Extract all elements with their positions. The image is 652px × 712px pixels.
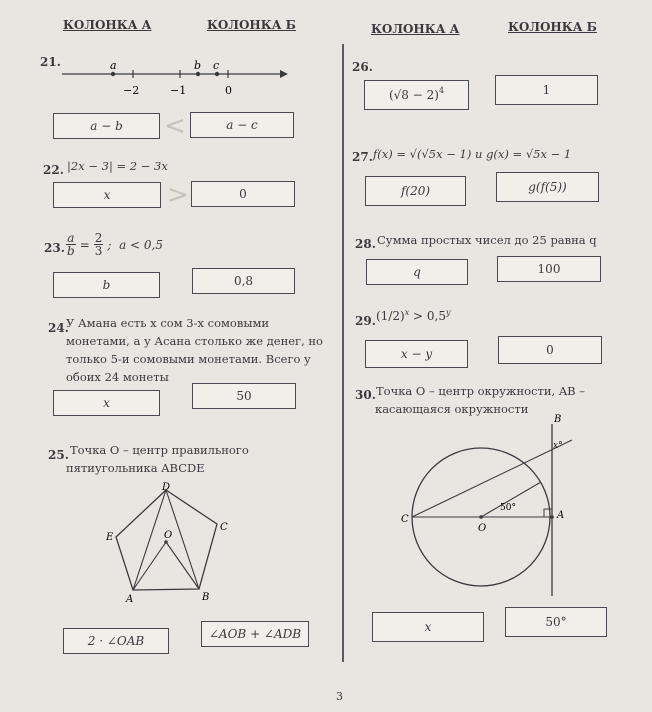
q21-label-minus2: −2	[123, 84, 140, 97]
q26-expression: (√8 − 2)	[388, 88, 439, 102]
q29-number: 29.	[355, 314, 376, 328]
q23-number: 23.	[44, 241, 65, 255]
q30-number: 30.	[355, 388, 376, 402]
q29-statement	[376, 308, 451, 323]
q24-box-a: x	[53, 390, 160, 416]
q28-box-b: 100	[497, 256, 601, 282]
q23-statement	[66, 232, 163, 257]
q27-statement: f(x) = √(√5x − 1) и g(x) = √5x − 1	[373, 147, 572, 161]
q27-box-a: f(20)	[365, 176, 466, 206]
q29-exp-y: y	[445, 308, 451, 317]
q25-label-o: O	[164, 530, 173, 541]
q25-label-a: A	[126, 594, 134, 605]
q23-condition: ; a < 0,5	[107, 237, 163, 252]
q25-label-c: C	[220, 522, 228, 533]
q26-exponent: 4	[438, 85, 445, 95]
q21-label-b: b	[194, 59, 202, 72]
q25-line1: Точка O – центр правильного	[70, 443, 249, 457]
q30-label-angle: 50°	[500, 503, 516, 513]
q21-label-zero: 0	[225, 84, 232, 97]
q21-number-line	[60, 58, 290, 102]
q21-sign: <	[164, 111, 186, 141]
page-number: 3	[336, 690, 343, 703]
q29-rest: > 0,5	[413, 309, 446, 323]
q27-number: 27.	[352, 150, 373, 164]
q25-label-b: B	[202, 592, 210, 603]
q26-box-b: 1	[495, 75, 598, 105]
q30-box-b: 50°	[505, 607, 607, 637]
q30-label-b: B	[554, 414, 562, 425]
q24-box-b: 50	[192, 383, 296, 409]
q23-frac2-num: 2	[94, 231, 103, 245]
q24-line1: У Амана есть x сом 3-х сомовыми	[66, 316, 270, 330]
q25-number: 25.	[48, 448, 69, 462]
q30-label-c: C	[401, 514, 409, 525]
q23-box-b: 0,8	[192, 268, 295, 294]
q29-exp-x: x	[404, 308, 410, 317]
q28-number: 28.	[355, 237, 376, 251]
q23-fraction-ab	[66, 232, 76, 257]
q22-sign: >	[167, 180, 189, 210]
q24-line4: обоих 24 монеты	[66, 370, 169, 384]
q21-label-c: c	[213, 59, 220, 72]
q29-box-b: 0	[498, 336, 602, 364]
q24-line3: только 5-и сомовыми монетами. Всего у	[66, 352, 311, 366]
q23-eq: =	[79, 237, 90, 252]
q30-label-a: A	[557, 510, 565, 521]
column-divider	[342, 44, 344, 662]
q25-box-b: ∠AOB + ∠ADB	[201, 621, 309, 647]
header-col-b-right: КОЛОНКА Б	[508, 20, 597, 34]
q25-pentagon-figure	[100, 478, 240, 608]
q21-box-b: a − c	[190, 112, 294, 138]
q23-fraction-23	[94, 232, 104, 257]
q29-box-a: x − y	[365, 340, 468, 368]
q22-box-b: 0	[191, 181, 295, 207]
q30-label-o: O	[478, 523, 487, 534]
header-col-b-left: КОЛОНКА Б	[207, 18, 296, 32]
q24-number: 24.	[48, 321, 69, 335]
q22-statement: |2x − 3| = 2 − 3x	[67, 159, 168, 173]
q23-frac2-den: 3	[94, 244, 103, 258]
q21-box-a: a − b	[53, 113, 160, 139]
q30-box-a: x	[372, 612, 484, 642]
q30-circle-figure	[396, 410, 581, 610]
q24-line2: монетами, а у Асана столько же денег, но	[66, 334, 323, 348]
q25-box-a: 2 · ∠OAB	[63, 628, 169, 654]
q30-label-x: x°	[553, 441, 563, 451]
q25-label-e: E	[106, 532, 114, 543]
header-col-a-left: КОЛОНКА А	[63, 18, 152, 32]
q29-base: (1/2)	[376, 309, 405, 323]
q21-label-a: a	[110, 59, 117, 72]
q25-label-d: D	[162, 482, 171, 493]
q27-box-b: g(f(5))	[496, 172, 599, 202]
q28-box-a: q	[366, 259, 468, 285]
header-col-a-right: КОЛОНКА А	[371, 22, 460, 36]
q28-statement: Сумма простых чисел до 25 равна q	[377, 233, 597, 247]
q23-frac1-num: a	[67, 231, 75, 245]
q23-frac1-den: b	[67, 244, 75, 258]
q26-number: 26.	[352, 60, 373, 74]
q30-line2: касающаяся окружности	[375, 402, 529, 416]
q22-number: 22.	[43, 163, 64, 177]
q21-label-minus1: −1	[170, 84, 187, 97]
q23-box-a: b	[53, 272, 160, 298]
q30-line1: Точка O – центр окружности, AB –	[376, 384, 585, 398]
q21-number: 21.	[40, 55, 61, 69]
q25-line2: пятиугольника ABCDE	[66, 461, 205, 475]
q22-box-a: x	[53, 182, 161, 208]
q26-box-a	[364, 80, 469, 110]
